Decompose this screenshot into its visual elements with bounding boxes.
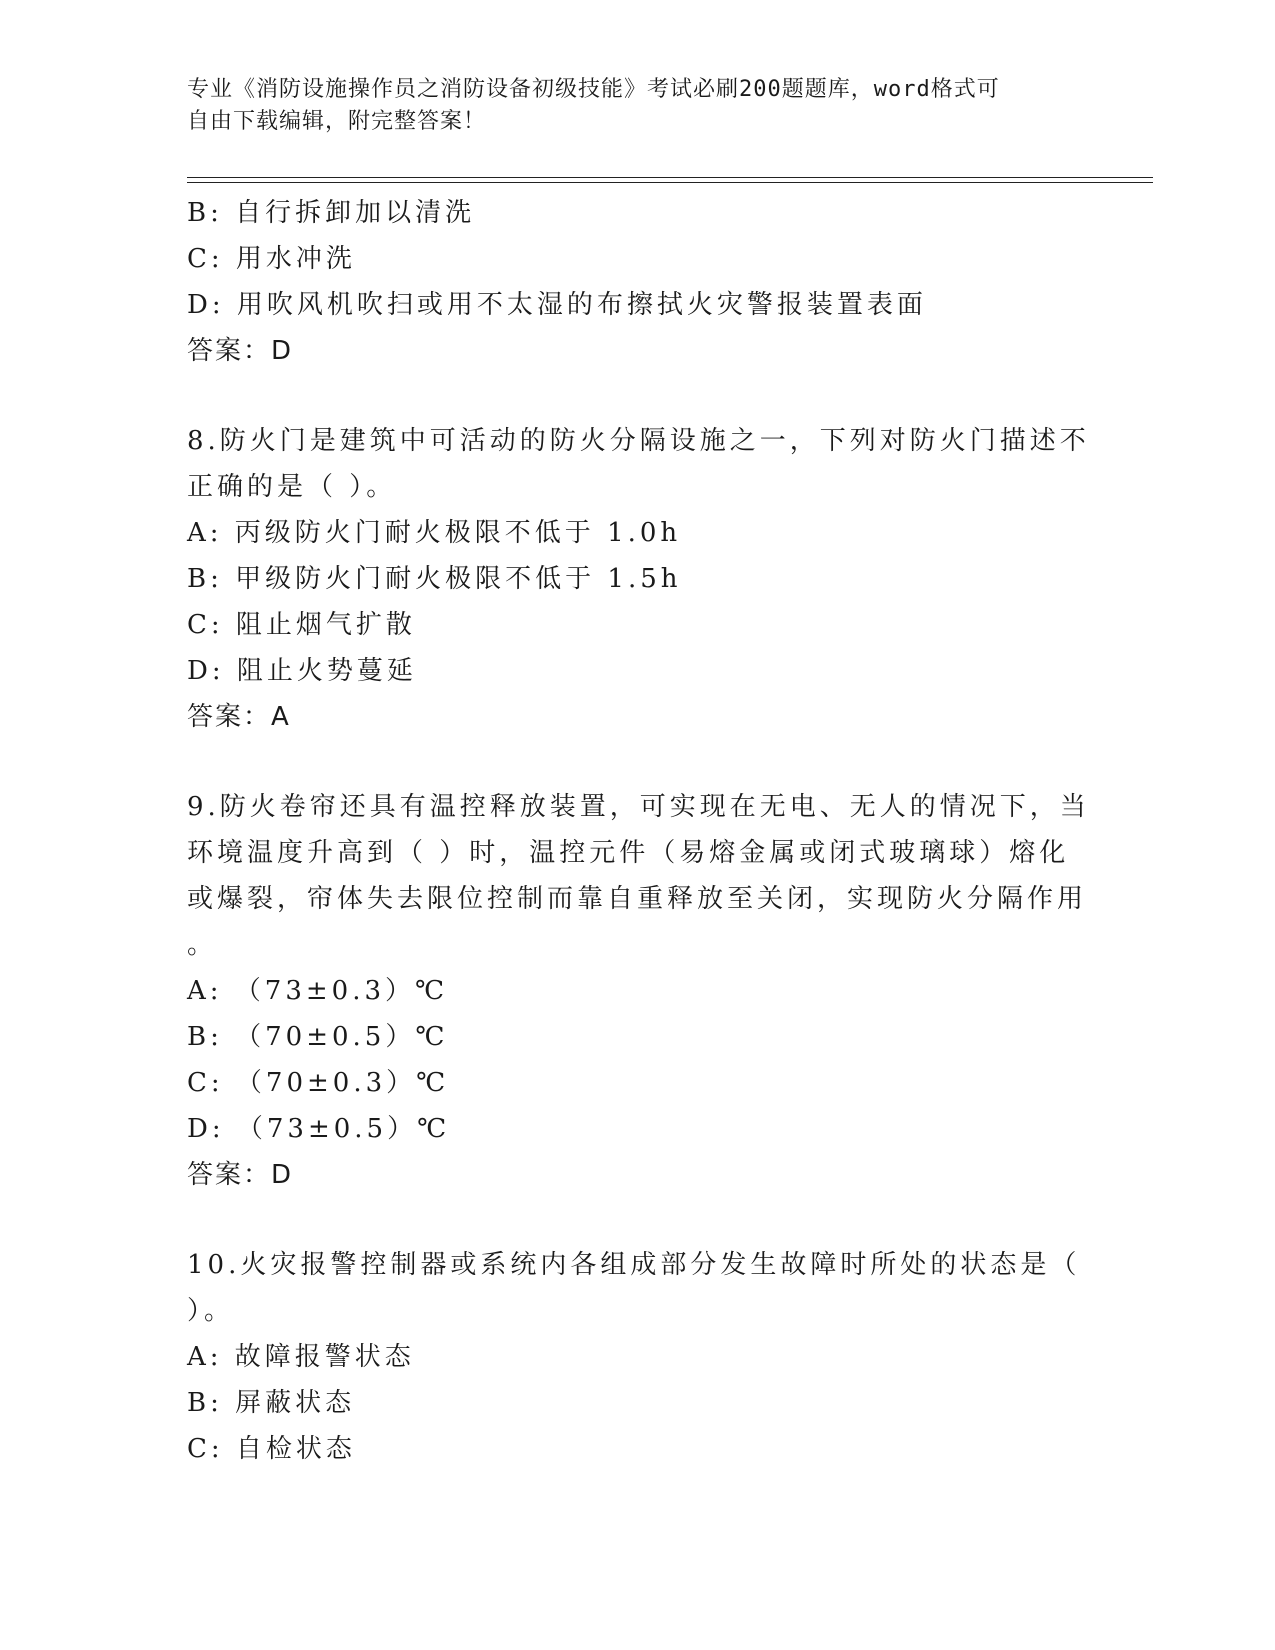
header-line-1: 专业《消防设施操作员之消防设备初级技能》考试必刷200题题库，word格式可 (187, 77, 1000, 102)
question-7-continued (187, 190, 1067, 374)
option-a: A: 故障报警状态 (187, 1342, 415, 1372)
header-divider-top (187, 177, 1153, 178)
option-a: A: 丙级防火门耐火极限不低于 1.0h (187, 518, 682, 548)
document-header (187, 74, 1067, 138)
header-line-2: 自由下载编辑，附完整答案！ (187, 109, 487, 134)
question-text-line: 8.防火门是建筑中可活动的防火分隔设施之一，下列对防火门描述不 (187, 426, 1090, 456)
header-divider-bottom (187, 182, 1153, 183)
question-text-line: 9.防火卷帘还具有温控释放装置，可实现在无电、无人的情况下，当 (187, 792, 1090, 822)
option-a: A: （73±0.3）℃ (187, 976, 449, 1006)
option-b: B: 屏蔽状态 (187, 1388, 356, 1418)
question-9 (187, 784, 1090, 1198)
question-text-line: 环境温度升高到（ ）时，温控元件（易熔金属或闭式玻璃球）熔化 (187, 838, 1070, 868)
question-8 (187, 418, 1090, 740)
question-text-line: 或爆裂，帘体失去限位控制而靠自重释放至关闭，实现防火分隔作用 (187, 884, 1088, 914)
question-text-line: ）。 (187, 1296, 235, 1326)
answer-line: 答案：D (187, 336, 294, 366)
option-b: B: 甲级防火门耐火极限不低于 1.5h (187, 564, 682, 594)
question-content (187, 190, 1090, 1472)
option-d: D: （73±0.5）℃ (187, 1114, 451, 1144)
spacer (187, 740, 1067, 784)
option-c: C: 阻止烟气扩散 (187, 610, 416, 640)
option-b: B: （70±0.5）℃ (187, 1022, 449, 1052)
option-c: C: 自检状态 (187, 1434, 356, 1464)
option-c: C: （70±0.3）℃ (187, 1068, 450, 1098)
question-text-line: 正确的是（ ）。 (187, 472, 397, 502)
option-d: D: 阻止火势蔓延 (187, 656, 417, 686)
spacer (187, 1198, 1067, 1242)
question-text-line: 。 (187, 930, 218, 960)
answer-line: 答案：A (187, 702, 291, 732)
question-text-line: 10.火灾报警控制器或系统内各组成部分发生故障时所处的状态是（ (187, 1250, 1081, 1280)
option-c: C: 用水冲洗 (187, 244, 356, 274)
option-d: D: 用吹风机吹扫或用不太湿的布擦拭火灾警报装置表面 (187, 290, 927, 320)
answer-line: 答案：D (187, 1160, 294, 1190)
spacer (187, 374, 1067, 418)
option-b: B: 自行拆卸加以清洗 (187, 198, 476, 228)
question-10 (187, 1242, 1081, 1472)
